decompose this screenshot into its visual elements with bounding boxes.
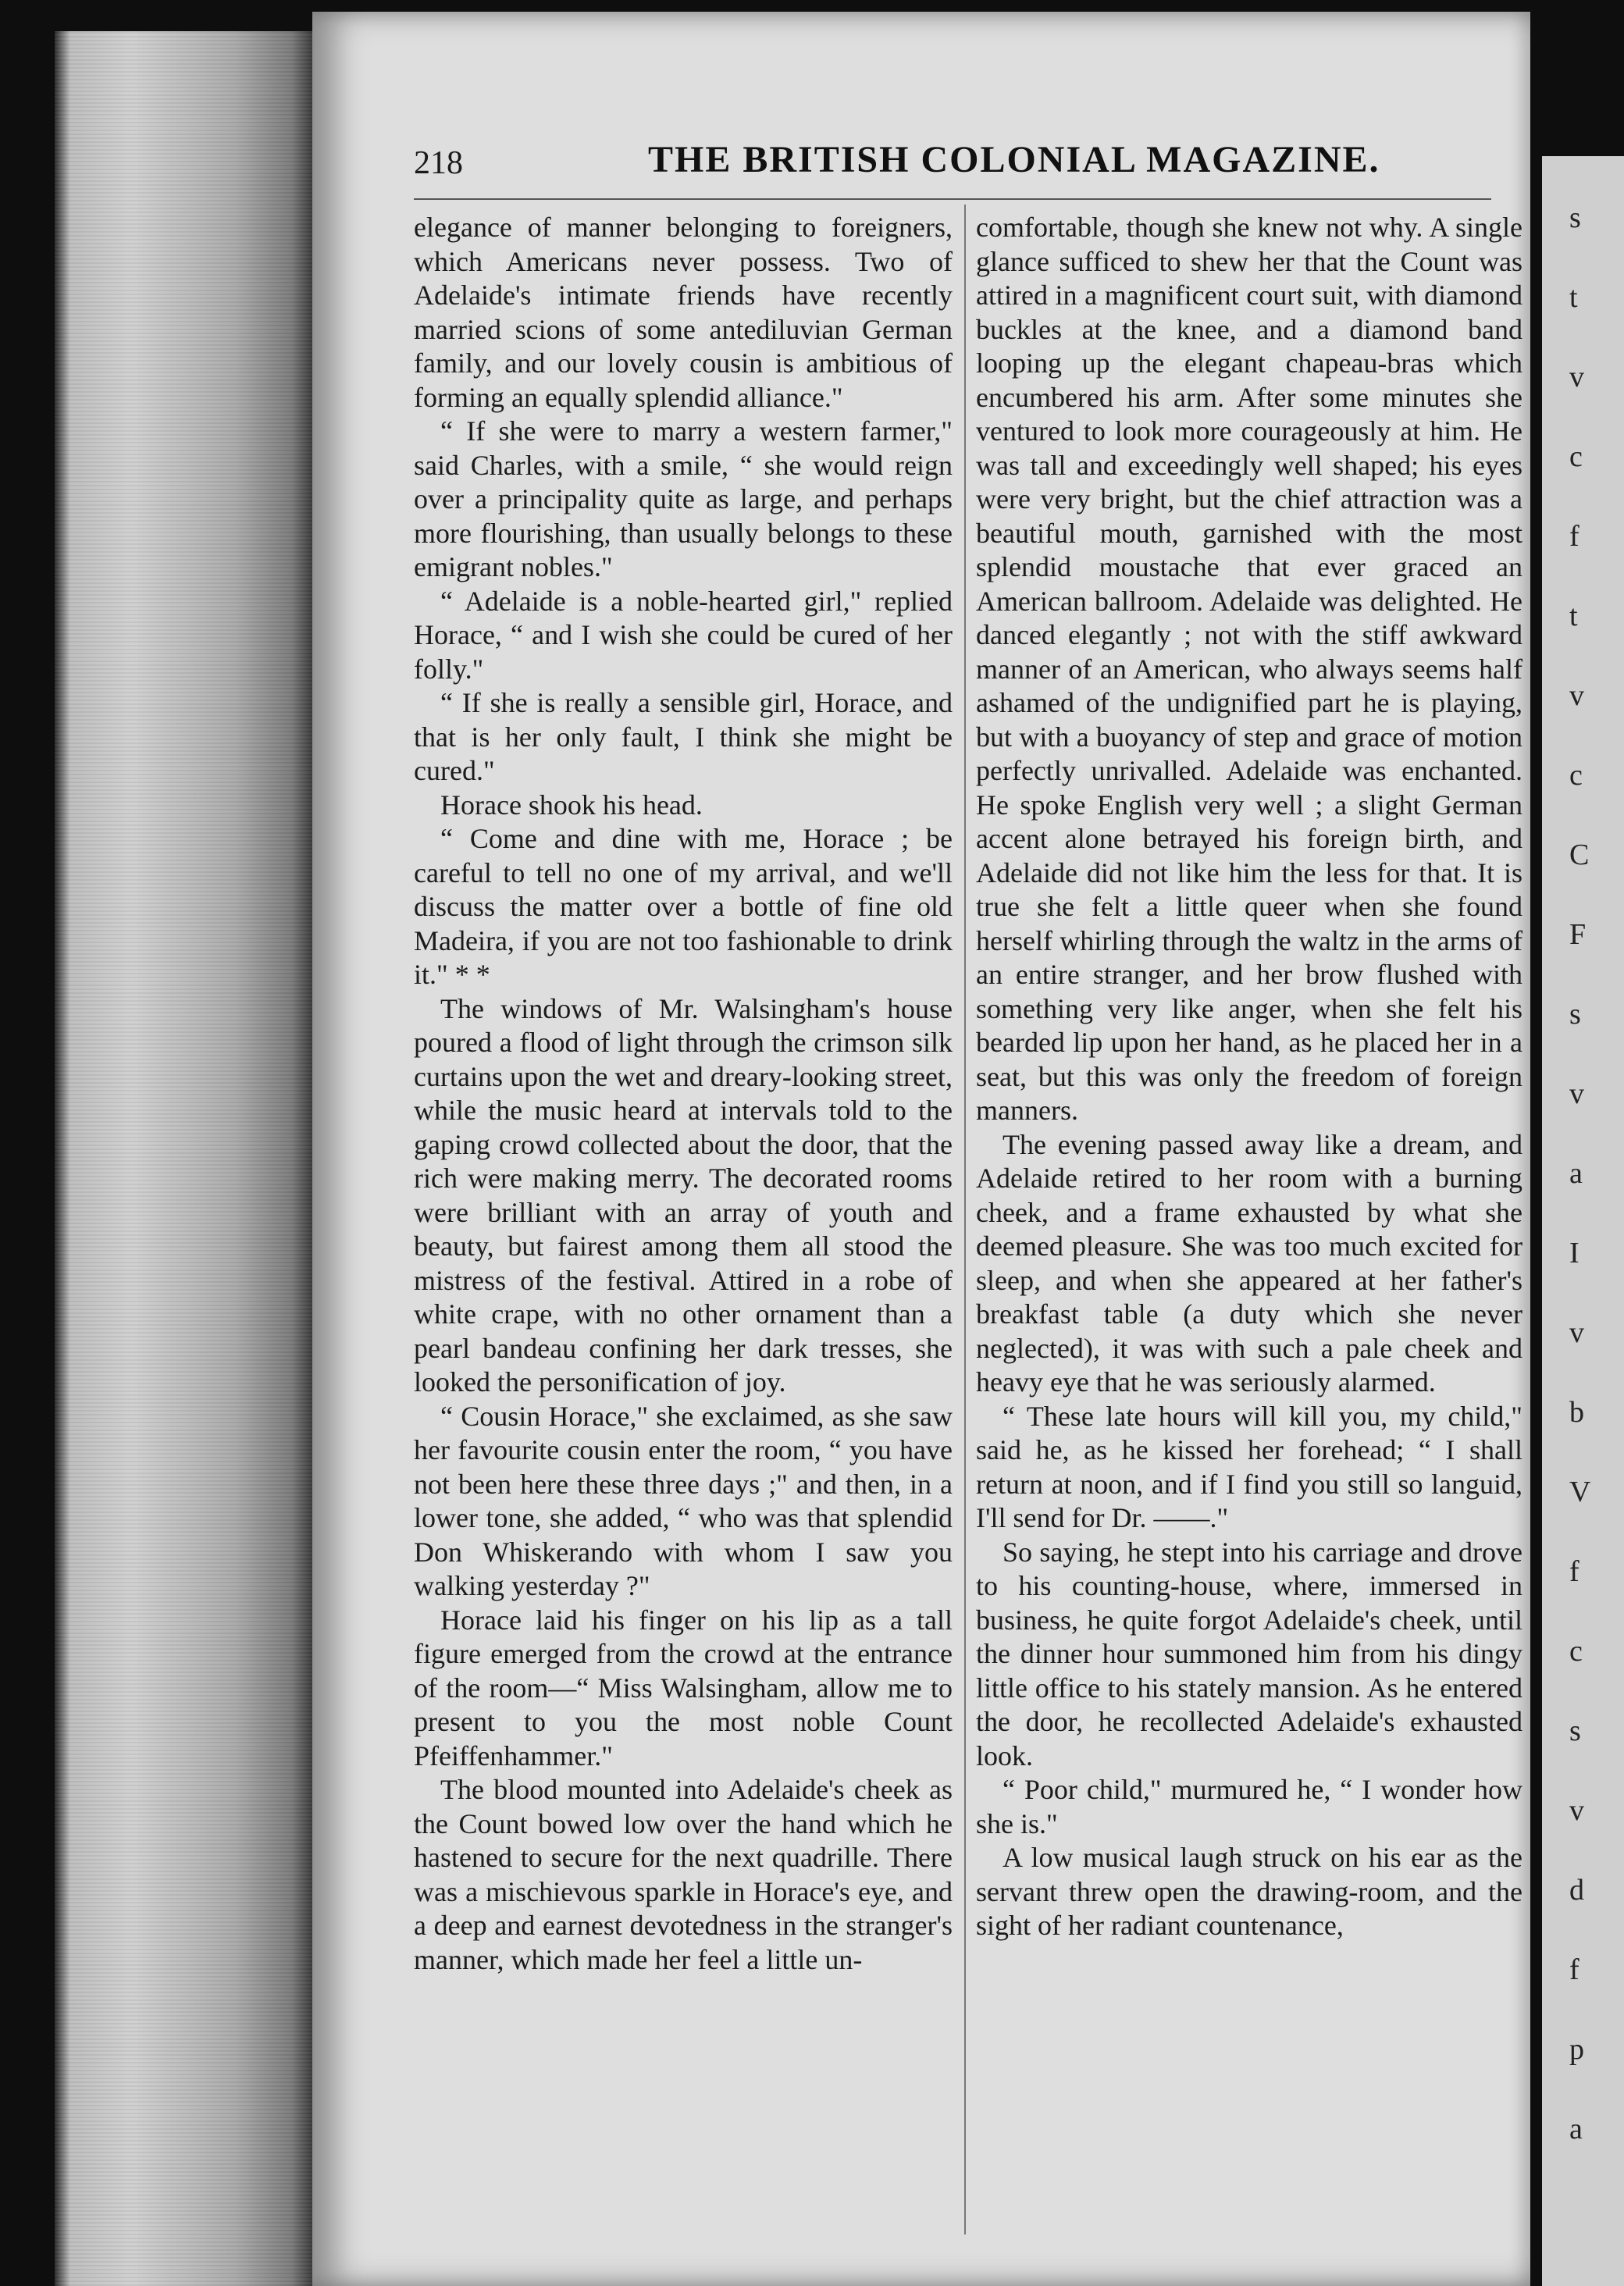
facing-page-fragment: p <box>1569 2033 1584 2066</box>
left-column <box>414 211 953 1977</box>
facing-page-fragment: t <box>1569 281 1578 314</box>
facing-page-fragment: s <box>1569 998 1581 1031</box>
facing-page-fragment: a <box>1569 1157 1583 1190</box>
paragraph: Horace laid his finger on his lip as a tall figure emerged from the crowd at the entrance of the room—“ Miss Walsingham, allow me to present to you the most noble Count Pfeiffenhammer." <box>414 1604 953 1771</box>
facing-page-fragment: V <box>1569 1476 1591 1508</box>
paragraph: “ Poor child," murmured he, “ I wonder how she is." <box>976 1774 1522 1839</box>
facing-page-fragment: s <box>1569 201 1581 234</box>
paragraph: Horace shook his head. <box>440 789 703 821</box>
facing-page-fragment: C <box>1569 839 1590 871</box>
page-number: 218 <box>414 145 463 181</box>
paragraph: comfortable, though she knew not why. A single glance sufficed to shew her that the Count was attired in a magnificent court suit, with diamond buckles at the knee, and a diamond band looping up the elegant chapeau-bras which encumbered his arm. After some minutes she ventured to look more courageously at him. He was tall and exceedingly well shaped; his eyes were very bright, but the chief attraction was a beautiful mouth, garnished with the most splendid moustache that ever graced an American ballroom. Adelaide was delighted. He danced elegantly ; not with the stiff awkward manner of an American, who always seems half ashamed of the undignified part he is playing, but with a buoyancy of step and grace of motion perfectly unrivalled. Adelaide was enchanted. He spoke English very well ; a slight German accent alone betrayed his foreign birth, and Adelaide did not like him the less for that. It is true she felt a little queer when she found herself whirling through the waltz in the arms of an entire stranger, and her brow flushed with something very like anger, when she felt his bearded lip upon her hand, as he placed her in a seat, but this was only the freedom of foreign manners. <box>976 212 1522 1126</box>
facing-page-fragment: v <box>1569 1316 1584 1349</box>
paragraph: elegance of manner belonging to foreigners, which Americans never possess. Two of Adelaide's intimate friends have recently married scions of some antediluvian German family, and our lovely cousin is ambitious of forming an equally splendid alliance." <box>414 212 953 413</box>
facing-page-fragment: c <box>1569 1635 1583 1668</box>
facing-page-fragment: d <box>1569 1874 1584 1907</box>
book-page-edges <box>55 31 312 2286</box>
paragraph: “ If she is really a sensible girl, Horace, and that is her only fault, I think she might be cured." <box>414 687 953 786</box>
facing-page-fragment: F <box>1569 918 1587 951</box>
facing-page-fragment: c <box>1569 759 1583 792</box>
paragraph: A low musical laugh struck on his ear as the servant threw open the drawing-room, and the sight of her radiant countenance, <box>976 1842 1522 1941</box>
paragraph: “ If she were to marry a western farmer," said Charles, with a smile, “ she would reign over a principality quite as large, and perhaps more flourishing, than usually belongs to these emigrant nobles." <box>414 415 953 582</box>
column-divider <box>964 205 966 2234</box>
paragraph: “ Adelaide is a noble-hearted girl," replied Horace, “ and I wish she could be cured of her folly." <box>414 585 953 685</box>
right-column <box>976 211 1522 1943</box>
page-header <box>414 139 1530 191</box>
facing-page-fragment: a <box>1569 2113 1583 2145</box>
facing-page-fragment: v <box>1569 1794 1584 1827</box>
paragraph: So saying, he stept into his carriage and drove to his counting-house, where, immersed in business, he quite forgot Adelaide's cheek, until the dinner hour summoned him from his dingy little office to his stately mansion. As he entered the door, he recollected Adelaide's exhausted look. <box>976 1536 1522 1771</box>
header-rule <box>414 198 1491 200</box>
paragraph: The evening passed away like a dream, and Adelaide retired to her room with a burning cheek, and a frame exhausted by what she deemed pleasure. She was too much excited for sleep, and when she appeared at her father's breakfast table (a duty which she never neglected), it was with such a pale cheek and heavy eye that he was seriously alarmed. <box>976 1128 1522 1398</box>
facing-page-fragment: t <box>1569 600 1578 632</box>
running-title: THE BRITISH COLONIAL MAGAZINE. <box>648 139 1380 180</box>
facing-page-strip <box>1542 156 1624 2286</box>
facing-page-fragment: c <box>1569 440 1583 473</box>
facing-page-fragment: v <box>1569 1077 1584 1110</box>
paragraph: The windows of Mr. Walsingham's house poured a flood of light through the crimson silk curtains upon the wet and dreary-looking street, while the music heard at intervals told to the gaping crowd collected about the door, that the rich were making merry. The decorated rooms were brilliant with an array of youth and beauty, but fairest among them all stood the mistress of the festival. Attired in a robe of white crape, with no other ornament than a pearl bandeau confining her dark tresses, she looked the personification of joy. <box>414 992 953 1398</box>
facing-page-fragment: s <box>1569 1714 1581 1747</box>
facing-page-fragment: f <box>1569 1953 1579 1986</box>
paragraph: The blood mounted into Adelaide's cheek as the Count bowed low over the hand which he hastened to secure for the next quadrille. There was a mischievous sparkle in Horace's eye, and a deep and earnest devotedness in the stranger's manner, which made her feel a little un- <box>414 1774 953 1975</box>
paragraph: “ Cousin Horace," she exclaimed, as she saw her favourite cousin enter the room, “ you have not been here these three days ;" and then, in a lower tone, she added, “ who was that splendid Don Whiskerando with whom I saw you walking yesterday ?" <box>414 1400 953 1601</box>
paragraph: “ These late hours will kill you, my child," said he, as he kissed her forehead; “ I shall return at noon, and if I find you still so languid, I'll send for Dr. ——." <box>976 1400 1522 1533</box>
facing-page-fragment: f <box>1569 1555 1579 1588</box>
facing-page-fragment: v <box>1569 679 1584 712</box>
facing-page-fragment: b <box>1569 1396 1584 1429</box>
facing-page-fragment: v <box>1569 361 1584 393</box>
facing-page-fragment: I <box>1569 1237 1579 1269</box>
paragraph: “ Come and dine with me, Horace ; be careful to tell no one of my arrival, and we'll discuss the matter over a bottle of fine old Madeira, if you are not too fashionable to drink it." * * <box>414 823 953 990</box>
facing-page-fragment: f <box>1569 520 1579 553</box>
